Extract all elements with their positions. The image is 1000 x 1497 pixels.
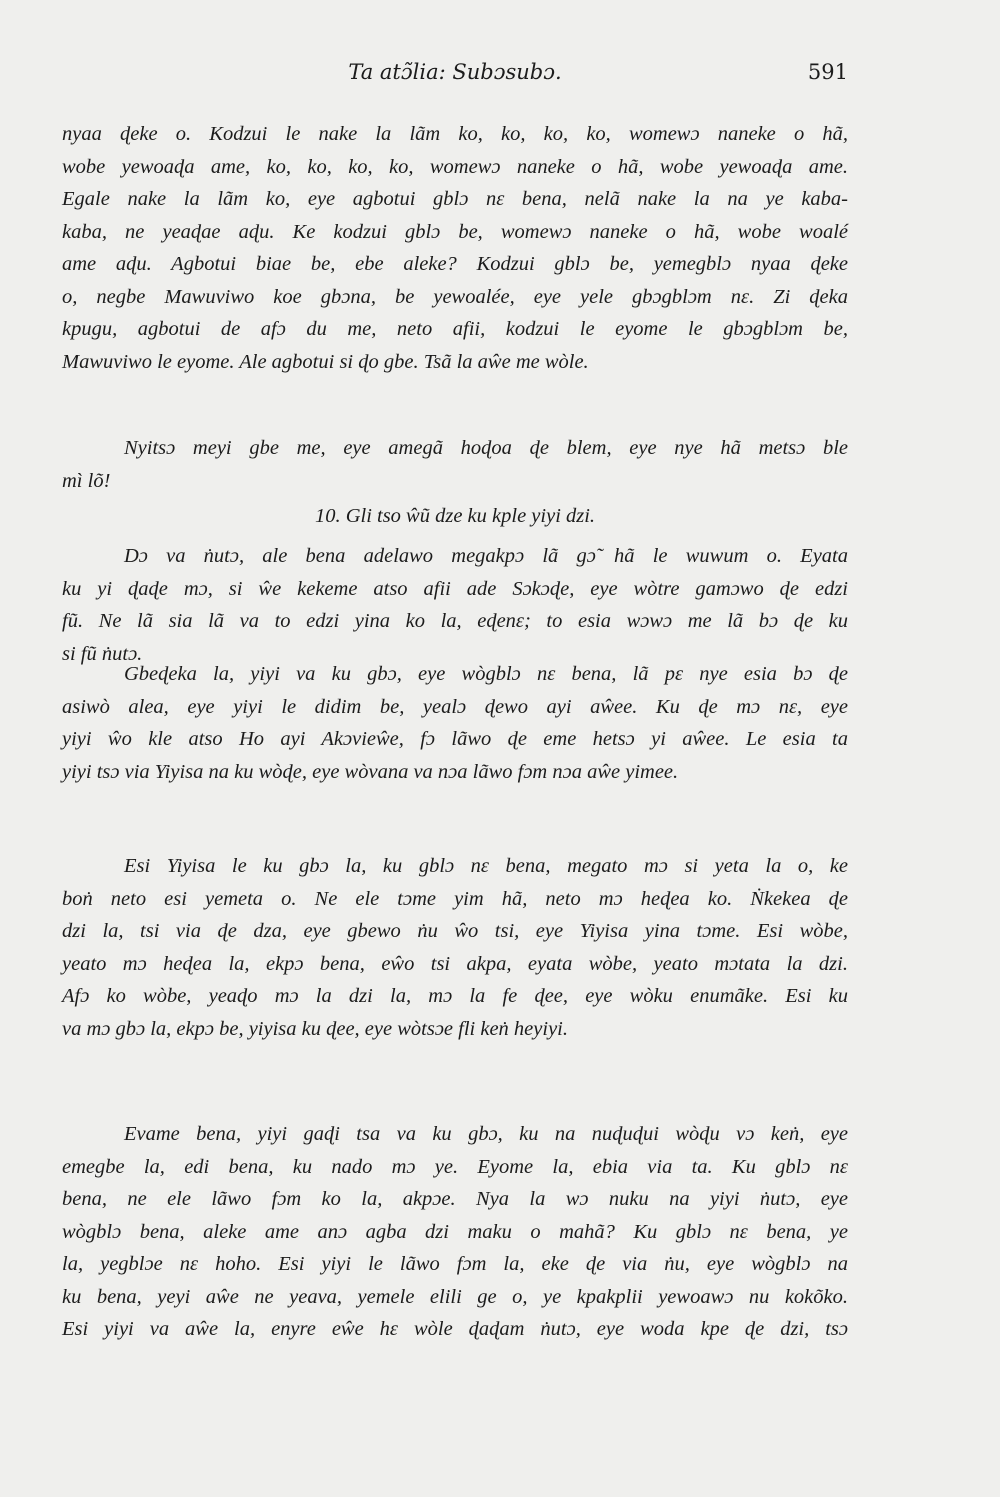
text-line: si fũ ṅutɔ. bbox=[62, 642, 143, 665]
text-line: ame aɖu. Agbotui biae be, ebe aleke? Kodzui gblɔ be, yemegblɔ nyaa ɖeke bbox=[62, 253, 848, 275]
section-heading: 10. Gli tso ŵũ dze ku kple yiyi dzi. bbox=[314, 505, 596, 527]
paragraph bbox=[62, 850, 848, 1045]
text-line: Esi yiyi va aŵe la, enyre eŵe hɛ wòle ɖaɖam ṅutɔ, eye woda kpe ɖe dzi, tsɔ bbox=[62, 1318, 848, 1340]
text-line: boṅ neto esi yemeta o. Ne ele tɔme yim hã, neto mɔ heɖea ko. Ṅkekea ɖe bbox=[62, 887, 848, 910]
text-line: wògblɔ bena, aleke ame anɔ agba dzi maku o mahã? Ku gblɔ nɛ bena, ye bbox=[62, 1220, 848, 1243]
text-line: o, negbe Mawuviwo koe gbɔna, be yewoalée, eye yele gbɔgblɔm nɛ. Zi ɖeka bbox=[62, 285, 848, 308]
text-line: dzi la, tsi via ɖe dza, eye gbewo ṅu ŵo tsi, eye Yiyisa yina tɔme. Esi wòbe, bbox=[62, 920, 848, 942]
page-header bbox=[62, 60, 848, 90]
text-line: yiyi ŵo kle atso Ho ayi Akɔvieŵe, fɔ lãwo ɖe eme hetsɔ yi aŵee. Le esia ta bbox=[62, 728, 848, 750]
text-line: kpugu, agbotui de afɔ du me, neto afii, kodzui le eyome le gbɔgblɔm be, bbox=[62, 318, 848, 340]
text-line: fũ. Ne lã sia lã va to edzi yina ko la, eɖenɛ; to esia wɔwɔ me lã bɔ ɖe ku bbox=[62, 610, 848, 632]
text-line: Nyitsɔ meyi gbe me, eye amegã hoɖoa ɖe blem, eye nye hã metsɔ ble bbox=[124, 437, 848, 459]
text-line: la, yegblɔe nɛ hoho. Esi yiyi le lãwo fɔm la, eke ɖe via ṅu, eye wògblɔ na bbox=[62, 1253, 848, 1275]
running-title: Ta atɔ̃lia: Subɔsubɔ. bbox=[348, 60, 562, 84]
paragraph bbox=[62, 540, 848, 670]
text-line: asiwò alea, eye yiyi le didim be, yealɔ ɖewo ayi aŵee. Ku ɖe mɔ nɛ, eye bbox=[62, 695, 848, 718]
page-number: 591 bbox=[807, 60, 848, 84]
paragraph bbox=[62, 118, 848, 378]
text-line: va mɔ gbɔ la, ekpɔ be, yiyisa ku ɖee, eye wòtsɔe fli keṅ heyiyi. bbox=[62, 1017, 568, 1040]
text-line: ku bena, yeyi aŵe ne yeava, yemele elili ge o, ye kpakplii yewoawɔ nu kokõko. bbox=[62, 1285, 848, 1308]
paragraph bbox=[62, 1118, 848, 1346]
text-line: Dɔ va ṅutɔ, ale bena adelawo megakpɔ lã gɔ̃ hã le wuwum o. Eyata bbox=[124, 545, 848, 567]
text-line: yiyi tsɔ via Yiyisa na ku wòɖe, eye wòvana va nɔa lãwo fɔm nɔa aŵe yimee. bbox=[62, 760, 679, 783]
text-line: Egale nake la lãm ko, eye agbotui gblɔ nɛ bena, nelã nake la na ye kaba- bbox=[62, 188, 848, 210]
paragraph bbox=[62, 432, 848, 497]
text-line: wobe yewoaɖa ame, ko, ko, ko, ko, womewɔ naneke o hã, wobe yewoaɖa ame. bbox=[62, 155, 848, 178]
text-line: bena, ne ele lãwo fɔm ko la, akpɔe. Nya la wɔ nuku na yiyi ṅutɔ, eye bbox=[62, 1188, 848, 1210]
text-line: Evame bena, yiyi gaɖi tsa va ku gbɔ, ku na nuɖuɖui wòɖu vɔ keṅ, eye bbox=[124, 1123, 848, 1145]
text-line: Gbeɖeka la, yiyi va ku gbɔ, eye wògblɔ nɛ bena, lã pɛ nye esia bɔ ɖe bbox=[124, 663, 848, 685]
text-line: nyaa ɖeke o. Kodzui le nake la lãm ko, ko, ko, ko, womewɔ naneke o hã, bbox=[62, 123, 848, 145]
paragraph bbox=[62, 658, 848, 788]
text-line: ku yi ɖaɖe mɔ, si ŵe kekeme atso afii ade Sɔkɔɖe, eye wòtre gamɔwo ɖe edzi bbox=[62, 577, 848, 600]
text-line: Mawuviwo le eyome. Ale agbotui si ɖo gbe. Tsã la aŵe me wòle. bbox=[62, 350, 589, 373]
text-line: emegbe la, edi bena, ku nado mɔ ye. Eyome la, ebia via ta. Ku gblɔ nɛ bbox=[62, 1155, 848, 1178]
text-line: mì lõ! bbox=[62, 469, 111, 492]
text-line: yeato mɔ heɖea la, ekpɔ bena, eŵo tsi akpa, eyata wòbe, yeato mɔtata la dzi. bbox=[62, 952, 848, 975]
text-line: kaba, ne yeaɖae aɖu. Ke kodzui gblɔ be, womewɔ naneke o hã, wobe woalé bbox=[62, 220, 848, 243]
text-line: Esi Yiyisa le ku gbɔ la, ku gblɔ nɛ bena, megato mɔ si yeta la o, ke bbox=[124, 855, 848, 877]
text-line: Afɔ ko wòbe, yeaɖo mɔ la dzi la, mɔ la fe ɖee, eye wòku enumãke. Esi ku bbox=[62, 985, 848, 1007]
